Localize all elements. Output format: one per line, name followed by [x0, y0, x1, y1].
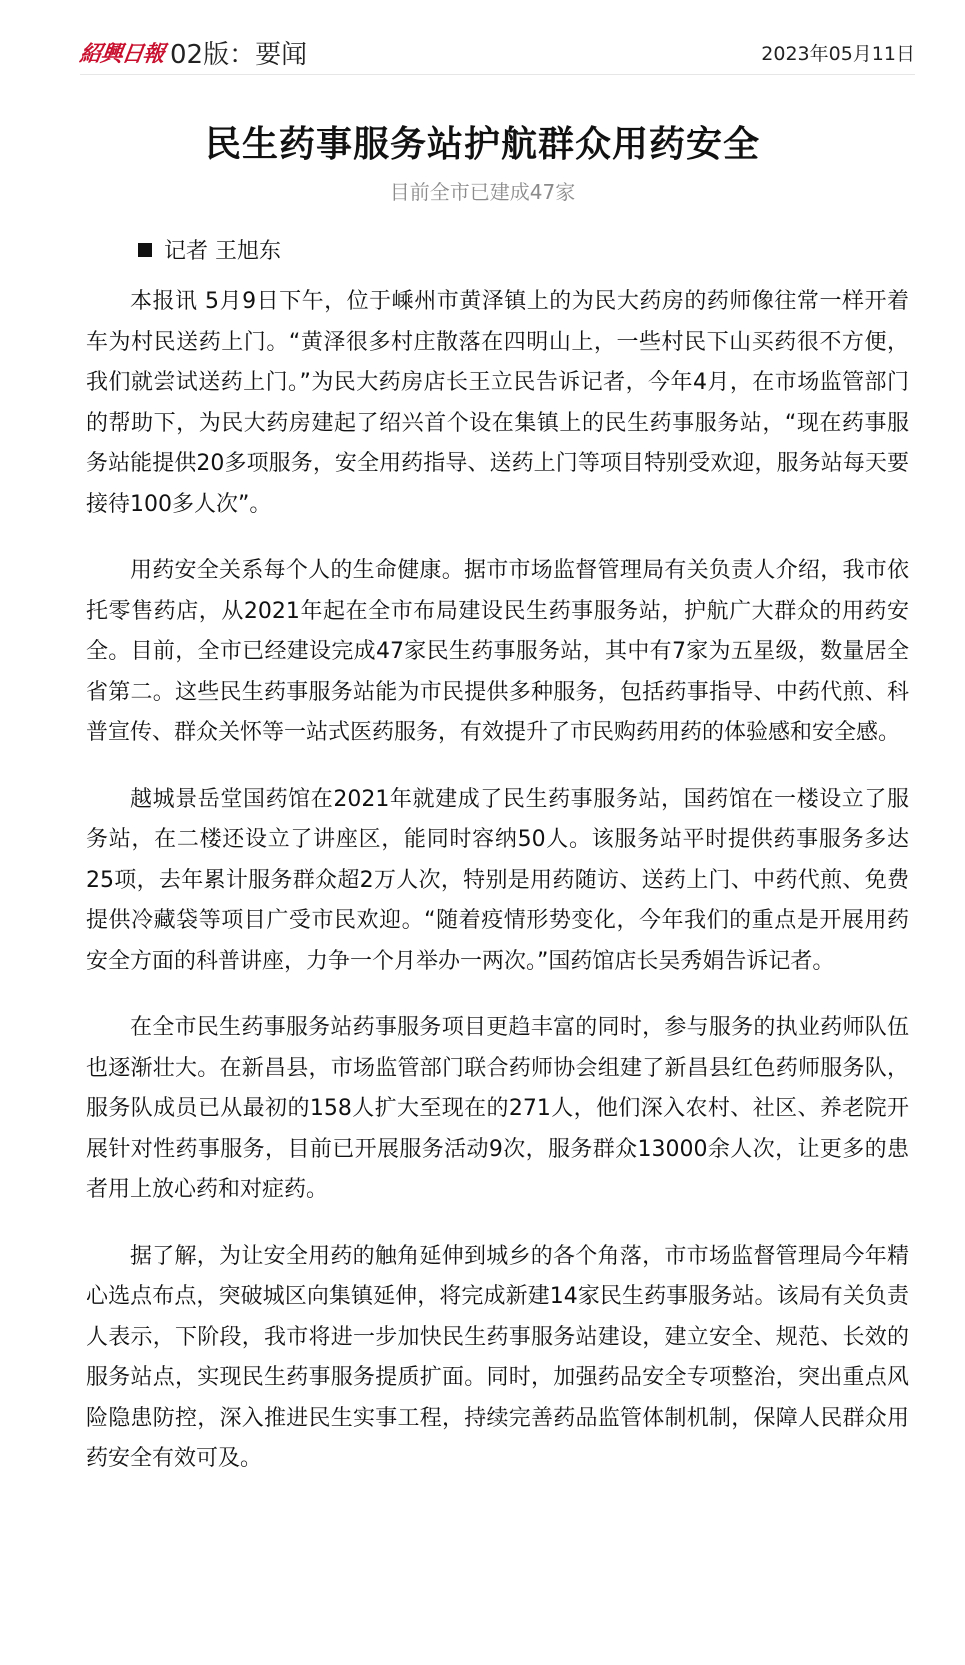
- article-title: 民生药事服务站护航群众用药安全: [204, 124, 760, 165]
- article-body: [86, 282, 909, 1506]
- article-paragraph: 越城景岳堂国药馆在2021年就建成了民生药事服务站，国药馆在一楼设立了服务站，在二楼还设立了讲座区，能同时容纳50人。该服务站平时提供药事服务多达25项，去年累计服务群众超2万人次，特别是用药随访、送药上门、中药代煎、免费提供冷藏袋等项目广受市民欢迎。“随着疫情形势变化，今年我们的重点是开展用药安全方面的科普讲座，力争一个月举办一两次。”国药馆店长吴秀娟告诉记者。: [86, 786, 909, 974]
- publish-date: 2023年05月11日: [761, 42, 915, 65]
- article-paragraph: 用药安全关系每个人的生命健康。据市市场监督管理局有关负责人介绍，我市依托零售药店，从2021年起在全市布局建设民生药事服务站，护航广大群众的用药安全。目前，全市已经建设完成47家民生药事服务站，其中有7家为五星级，数量居全省第二。这些民生药事服务站能为市民提供多种服务，包括药事指导、中药代煎、科普宣传、群众关怀等一站式医药服务，有效提升了市民购药用药的体验感和安全感。: [86, 558, 909, 745]
- byline-text: 记者 王旭东: [164, 239, 281, 264]
- newspaper-logo: 紹興日報: [77, 40, 166, 67]
- section-label: 02版：要闻: [170, 39, 308, 70]
- article-paragraph: 在全市民生药事服务站药事服务项目更趋丰富的同时，参与服务的执业药师队伍也逐渐壮大。在新昌县，市场监管部门联合药师协会组建了新昌县红色药师服务队，服务队成员已从最初的158人扩大至现在的271人，他们深入农村、社区、养老院开展针对性药事服务，目前已开展服务活动9次，服务群众13000余人次，让更多的患者用上放心药和对症药。: [86, 1015, 909, 1202]
- article-paragraph: 据了解，为让安全用药的触角延伸到城乡的各个角落，市市场监督管理局今年精心选点布点，突破城区向集镇延伸，将完成新建14家民生药事服务站。该局有关负责人表示，下阶段，我市将进一步加快民生药事服务站建设，建立安全、规范、长效的服务站点，实现民生药事服务提质扩面。同时，加强药品安全专项整治，突出重点风险隐患防控，深入推进民生实事工程，持续完善药品监管体制机制，保障人民群众用药安全有效可及。: [86, 1243, 909, 1471]
- page-header: [77, 30, 915, 75]
- article-subtitle: 目前全市已建成47家: [389, 180, 576, 204]
- square-bullet-icon: [138, 243, 152, 257]
- article-paragraph: 本报讯 5月9日下午，位于嵊州市黄泽镇上的为民大药房的药师像往常一样开着车为村民送药上门。“黄泽很多村庄散落在四明山上，一些村民下山买药很不方便，我们就尝试送药上门。”为民大药房店长王立民告诉记者，今年4月，在市场监管部门的帮助下，为民大药房建起了绍兴首个设在集镇上的民生药事服务站，“现在药事服务站能提供20多项服务，安全用药指导、送药上门等项目特别受欢迎，服务站每天要接待100多人次”。: [86, 289, 909, 517]
- header-left: [77, 34, 308, 71]
- byline: [138, 234, 281, 265]
